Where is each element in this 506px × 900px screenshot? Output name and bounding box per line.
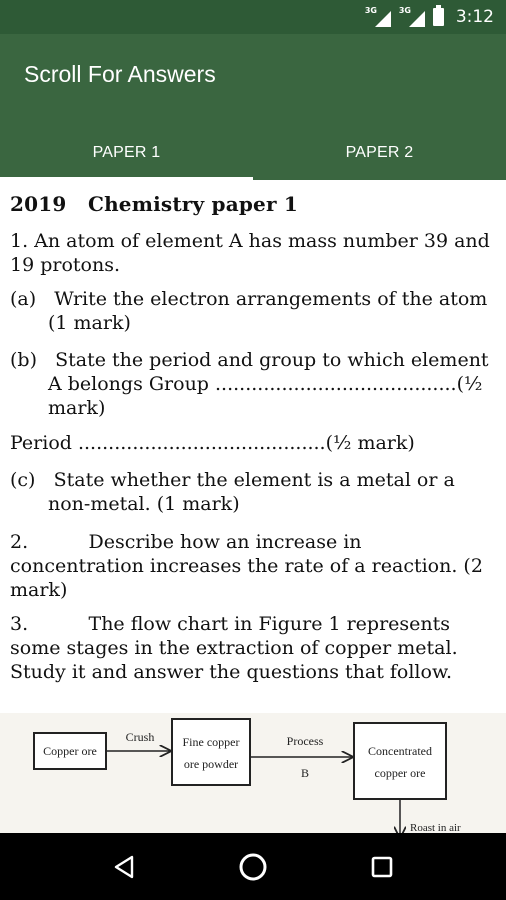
network-type: 3G [398,6,411,15]
flow-arrow-roast-label: Roast in air [410,822,461,833]
tab-bar [0,126,506,180]
flow-arrow-crush-label: Crush [125,730,155,744]
document-view[interactable] [0,180,506,833]
flow-box-fine-copper-label-1: Fine copper [182,735,240,749]
clock: 3:12 [455,7,494,27]
signal-icon [365,7,391,27]
home-button[interactable] [233,847,273,887]
flow-box-concentrated-label-1: Concentrated [368,744,432,758]
tab-paper-2[interactable]: PAPER 2 [345,144,414,161]
flow-arrow-process-b: B [300,766,310,780]
flow-box-fine-copper-label-2: ore powder [183,757,239,771]
question-1a: (a) Write the electron arrangements of the atom (1 mark) [10,288,494,334]
app-bar [0,34,506,180]
navigation-bar [0,833,506,900]
back-button[interactable] [104,847,144,887]
back-icon [113,855,135,879]
app-title: Scroll For Answers [24,61,216,87]
status-bar [0,0,506,34]
question-1b: (b) State the period and group to which element A belongs Group ........................................(½ mark) [10,349,495,419]
network-type: 3G [364,6,377,15]
question-1c: (c) State whether the element is a metal or a non-metal. (1 mark) [10,469,461,515]
flow-box-copper-ore-label: Copper ore [43,744,97,758]
battery-icon [433,8,444,26]
signal-icon [399,7,425,27]
flow-chart-figure [0,713,506,833]
flow-arrow-process-label: Process [286,734,324,748]
question-1b-period: Period .........................................(½ mark) [10,432,415,454]
flow-box-concentrated [354,723,446,799]
home-icon [238,852,268,882]
question-1-stem: 1. An atom of element A has mass number 39 and 19 protons. [10,230,490,276]
question-3: 3. The flow chart in Figure 1 represents some stages in the extraction of copper metal. Study it and answer the questions that follow. [10,613,464,683]
question-2: 2. Describe how an increase in concentration increases the rate of a reaction. (2 mark) [10,531,489,601]
paper-title: 2019 Chemistry paper 1 [10,192,298,216]
flow-chart [0,713,506,833]
flow-box-fine-copper [172,719,250,785]
recents-button[interactable] [362,847,402,887]
flow-box-concentrated-label-2: copper ore [374,766,426,780]
tab-paper-1[interactable]: PAPER 1 [0,126,253,180]
recents-icon [370,855,394,879]
